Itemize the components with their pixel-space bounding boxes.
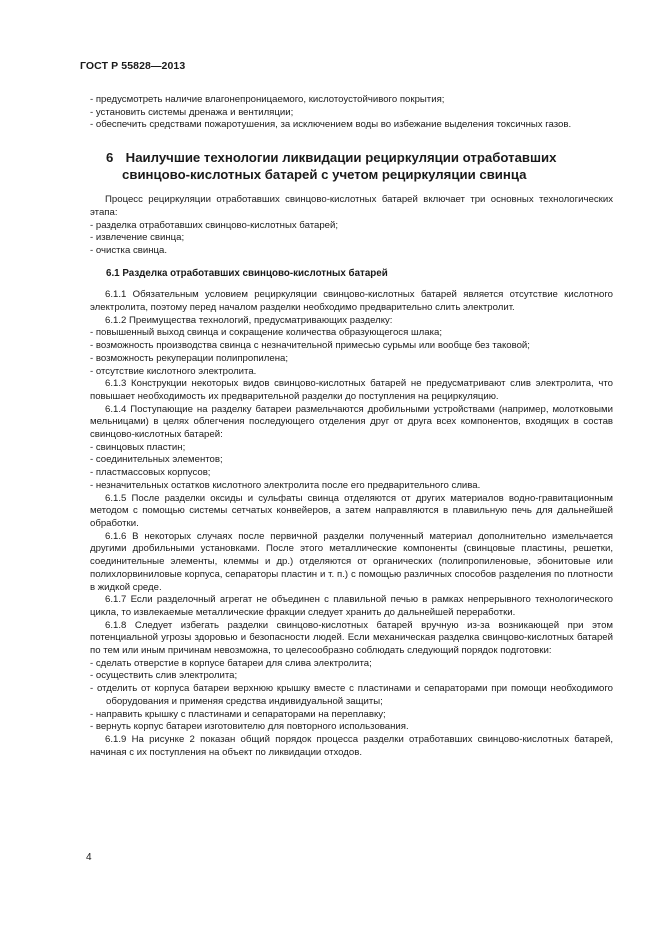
list-item: - сделать отверстие в корпусе батареи для слива электролита;	[90, 657, 372, 669]
list-item: - отделить от корпуса батареи верхнюю крышку вместе с пластинами и сепараторами при помощи необходимого оборудования и применяя средства индивидуальной защиты;	[90, 683, 613, 707]
list-item: - разделка отработавших свинцово-кислотных батарей;	[90, 219, 339, 231]
list-item: - обеспечить средствами пожаротушения, за исключением воды во избежание выделения токсичных газов.	[90, 119, 572, 131]
list-item: - пластмассовых корпусов;	[90, 467, 211, 479]
list-item: - соединительных элементов;	[90, 454, 223, 466]
list-item: - направить крышку с пластинами и сепараторами на переплавку;	[90, 708, 386, 720]
list-item: - отсутствие кислотного электролита.	[90, 365, 257, 377]
paragraph-6-1-2: 6.1.2 Преимущества технологий, предусматривающих разделку:	[105, 314, 393, 326]
standard-header: ГОСТ Р 55828—2013	[80, 60, 186, 72]
paragraph-6-1-7: 6.1.7 Если разделочный агрегат не объединен с плавильной печью в рамках непрерывного технологического цикла, то извлекаемые металлические фракции следует хранить до дальнейшей переработки.	[90, 594, 613, 618]
list-item: - незначительных остатков кислотного электролита после его предварительного слива.	[90, 479, 481, 491]
subsection-6-1-heading: 6.1 Разделка отработавших свинцово-кислотных батарей	[106, 267, 388, 279]
list-item: - повышенный выход свинца и сокращение количества образующегося шлака;	[90, 327, 442, 339]
list-item: - извлечение свинца;	[90, 232, 185, 244]
section-6-heading	[106, 150, 613, 183]
list-item: - вернуть корпус батареи изготовителю для повторного использования.	[90, 721, 409, 733]
paragraph-6-1-4: 6.1.4 Поступающие на разделку батареи размельчаются дробильными устройствами (например, молотковыми мельницами) в целях облегчения последующего отделения друг от друга всех компонентов, входящих в состав свинцово-кислотных батарей:	[90, 403, 613, 441]
document-body	[90, 94, 613, 759]
list-item: - возможность производства свинца с незначительной примесью сурьмы или вообще без таковой;	[90, 340, 530, 352]
paragraph-6-1-9: 6.1.9 На рисунке 2 показан общий порядок процесса разделки отработавших свинцово-кислотных батарей, начиная с их поступления на объект по ликвидации отходов.	[90, 733, 613, 758]
list-item: - свинцовых пластин;	[90, 441, 186, 453]
page-number: 4	[86, 852, 92, 863]
section-number: 6	[106, 150, 114, 166]
paragraph-6-1-8: 6.1.8 Следует избегать разделки свинцово-кислотных батарей вручную из-за возникающей при этом потенциальной угрозы здоровью и безопасности людей. Если механическая разделка свинцово-кислотных батарей по тем или иным причинам невозможна, то целесообразно соблюдать следующий порядок подготовки:	[90, 619, 613, 657]
list-item: - установить системы дренажа и вентиляции;	[90, 106, 294, 118]
list-item: - осуществить слив электролита;	[90, 670, 238, 682]
paragraph: Процесс рециркуляции отработавших свинцово-кислотных батарей включает три основных технологических этапа:	[90, 194, 613, 218]
list-item: - очистка свинца.	[90, 244, 167, 256]
list-item: - предусмотреть наличие влагонепроницаемого, кислотоустойчивого покрытия;	[90, 94, 445, 105]
section-title: Наилучшие технологии ликвидации рециркуляции отработавших свинцово-кислотных батарей с учетом рециркуляции свинца	[122, 150, 557, 182]
list-item: - возможность рекуперации полипропилена;	[90, 352, 288, 364]
paragraph-6-1-5: 6.1.5 После разделки оксиды и сульфаты свинца отделяются от других материалов водно-гравитационным методом с помощью системы сетчатых конвейеров, а затем направляются в плавильную печь для дальнейшей обработки.	[90, 492, 613, 529]
paragraph-6-1-6: 6.1.6 В некоторых случаях после первичной разделки полученный материал дополнительно измельчается другими дробильными установками. После этого металлические компоненты (свинцовые пластины, решетки, соединительные элементы, клеммы и др.) отделяются от органических (полипропиленовые, эбонитовые или полихлорвиниловые корпуса, сепараторы пластин и т. п.) с помощью различных способов разделения по плотности в жидкой среде.	[90, 530, 613, 593]
paragraph-6-1-3: 6.1.3 Конструкции некоторых видов свинцово-кислотных батарей не предусматривают слив электролита, что повышает необходимость их предварительной разделки до поступления на рециркуляцию.	[90, 378, 613, 402]
paragraph-6-1-1: 6.1.1 Обязательным условием рециркуляции свинцово-кислотных батарей является отсутствие кислотного электролита, поэтому перед началом разделки необходимо предварительно слить электролит.	[90, 289, 613, 314]
